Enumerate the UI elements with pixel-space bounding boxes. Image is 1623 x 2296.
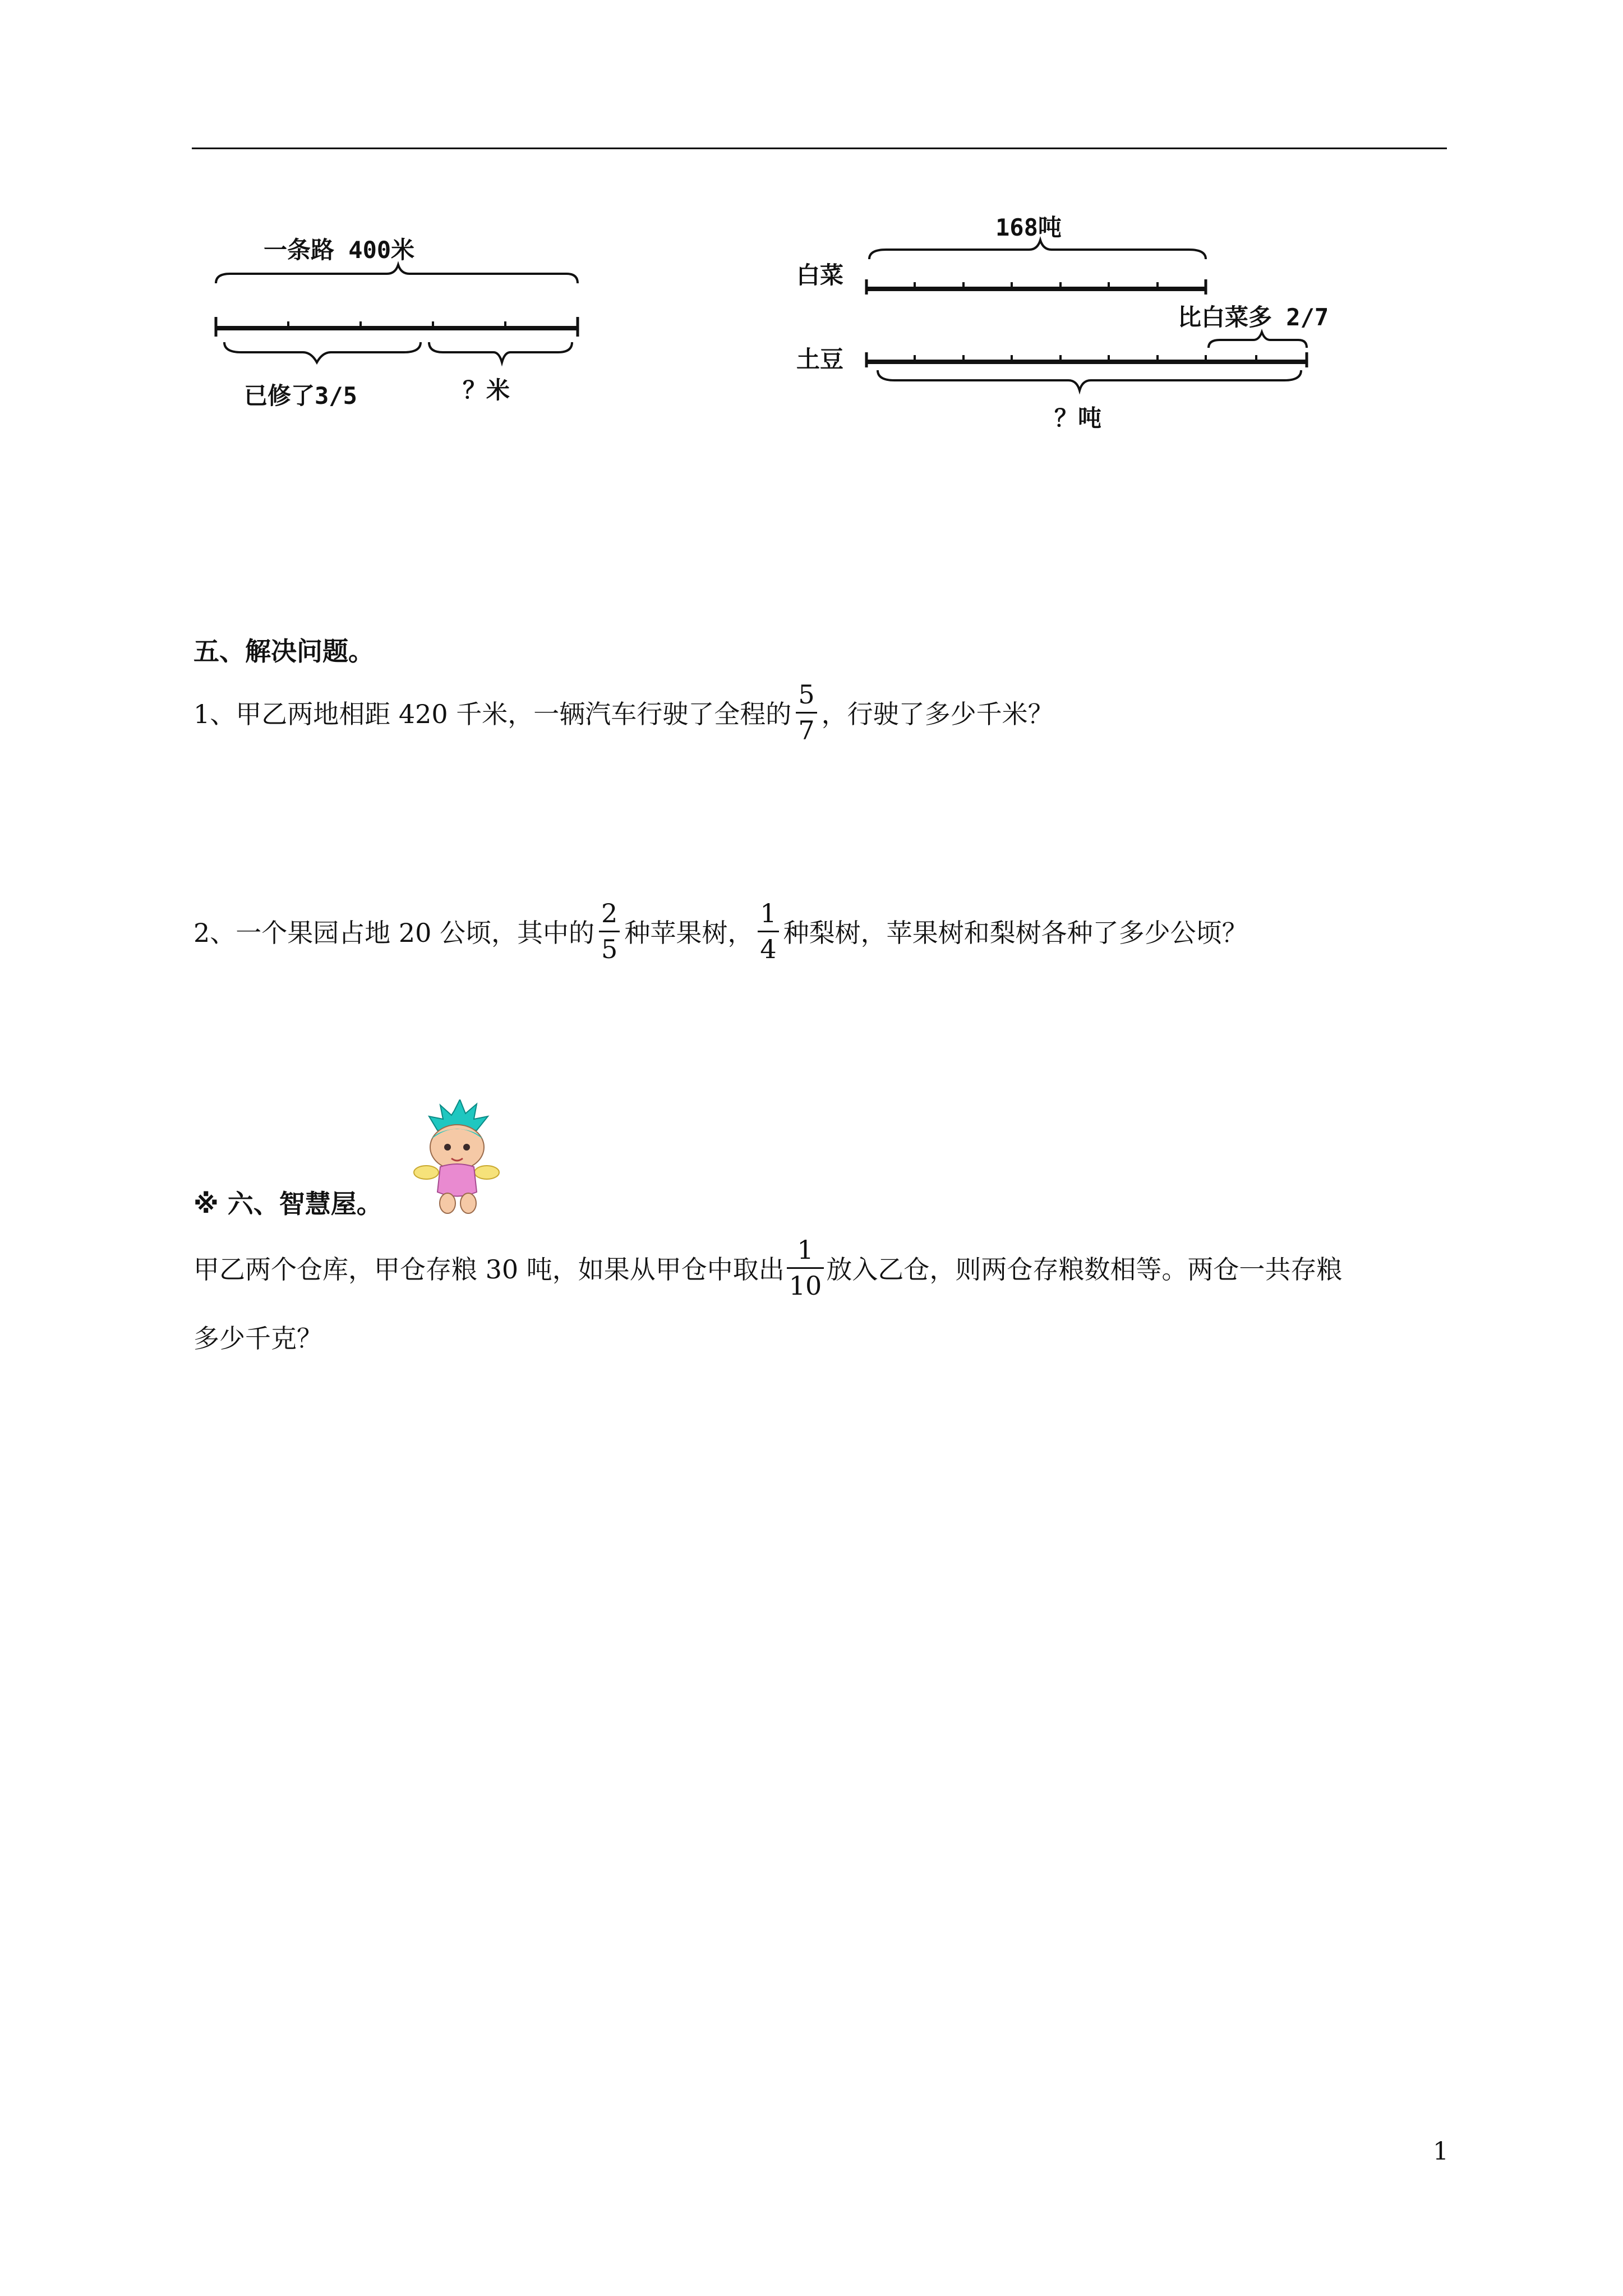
q1-fraction: $\frac{5}{7}$ — [796, 681, 817, 744]
road-total-label: 一条路 400米 — [264, 236, 415, 264]
q1-text-after: ，行驶了多少千米？ — [821, 699, 1054, 729]
potato-bottom-brace — [878, 370, 1301, 390]
q2-text-middle: 种苹果树， — [624, 918, 754, 948]
cabbage-total-label: 168吨 — [995, 214, 1062, 241]
q2-text-before: 2、一个果园占地 20 公顷，其中的 — [193, 918, 595, 948]
s6-text-after: 放入乙仓，则两仓存粮数相等。两仓一共存粮 — [826, 1254, 1343, 1285]
road-remain-label: ？米 — [463, 376, 510, 404]
question-1 — [193, 670, 1054, 754]
road-done-brace — [224, 342, 421, 362]
s6-fraction: $\frac{1}{10}$ — [787, 1236, 824, 1299]
road-diagram — [208, 224, 589, 426]
page-number: 1 — [1433, 2137, 1449, 2166]
potato-more-label: 比白菜多 2/7 — [1178, 303, 1329, 331]
potato-row-label: 土豆 — [796, 346, 844, 373]
cabbage-top-brace — [869, 240, 1206, 259]
cabbage-potato-diagram — [788, 208, 1343, 443]
road-done-label: 已修了3/5 — [244, 382, 357, 409]
q2-fraction-1: $\frac{2}{5}$ — [599, 900, 620, 963]
question-2 — [193, 889, 1248, 973]
section6-title: ※ 六、智慧屋。 — [193, 1189, 382, 1219]
potato-total-label: ？吨 — [1054, 404, 1102, 432]
q2-fraction-2: $\frac{1}{4}$ — [758, 900, 778, 963]
road-remain-brace — [429, 342, 572, 362]
q2-text-after: 种梨树，苹果树和梨树各种了多少公顷？ — [783, 918, 1248, 948]
q1-text-before: 1、甲乙两地相距 420 千米，一辆汽车行驶了全程的 — [193, 699, 792, 729]
potato-more-brace — [1209, 332, 1307, 348]
header-rule — [192, 148, 1447, 149]
section5-title: 五、解决问题。 — [193, 636, 374, 666]
cartoon-girl-icon — [404, 1099, 505, 1217]
s6-text-before: 甲乙两个仓库，甲仓存粮 30 吨，如果从甲仓中取出 — [193, 1254, 785, 1285]
section6-problem-line1 — [193, 1226, 1342, 1310]
section6-problem-line2: 多少千克？ — [193, 1323, 322, 1354]
road-top-brace — [216, 265, 578, 283]
cabbage-row-label: 白菜 — [796, 261, 844, 289]
